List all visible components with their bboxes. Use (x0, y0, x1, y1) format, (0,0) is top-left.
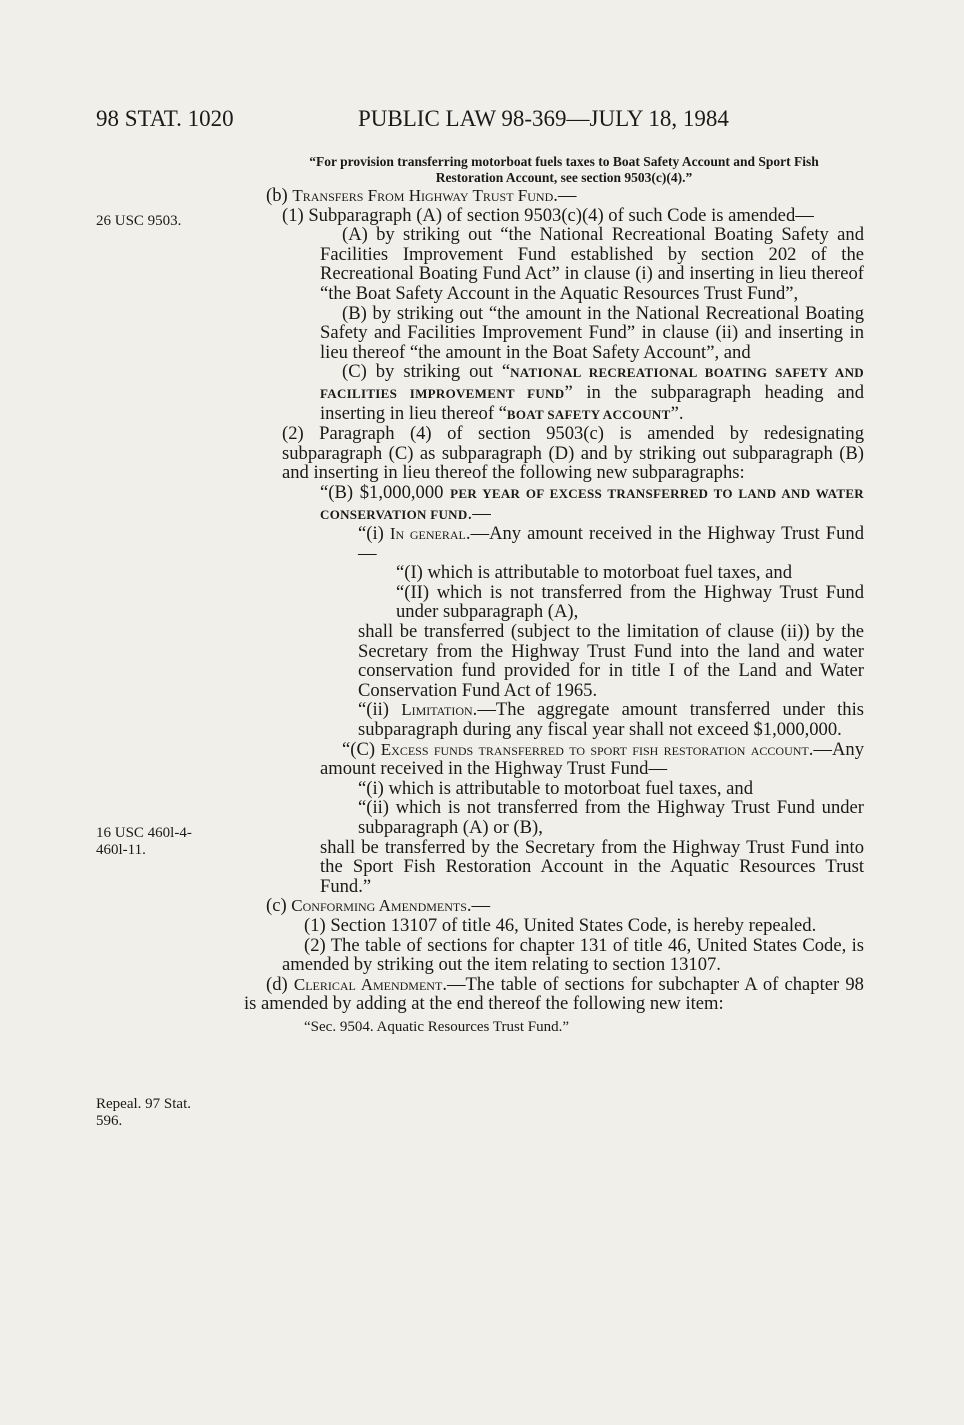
clause-c-4: BOAT SAFETY ACCOUNT (506, 406, 671, 422)
subpara-c-heading (244, 740, 864, 779)
subpara-c-ii: “(ii) which is not transferred from the Highway Trust Fund under subparagraph (A) or (B), (358, 797, 864, 838)
subclause-II: “(II) which is not transferred from the Highway Trust Fund under subparagraph (A), (396, 581, 864, 623)
margin-note-16usc: 16 USC 460l-4-460l-11. (96, 825, 192, 858)
subsection-b-heading (244, 186, 864, 206)
paragraph-1: (1) Subparagraph (A) of section 9503(c)(4) of such Code is amended— (282, 204, 814, 226)
clause-i-general (244, 524, 864, 563)
subpara-c-i: “(i) which is attributable to motorboat fuel taxes, and (358, 777, 753, 799)
clause-ii-2: Limitation (401, 700, 473, 720)
paragraph-2: (2) Paragraph (4) of section 9503(c) is amended by redesignating subparagraph (C) as subparagraph (D) and by striking out subparagraph (B) and inserting in lieu thereof the following new subparagraphs: (282, 423, 864, 484)
subclause-I: “(I) which is attributable to motorboat fuel taxes, and (396, 562, 793, 584)
subsection-d-title: Clerical Amendment (293, 974, 443, 994)
margin-note-repeal: Repeal. 97 Stat. 596. (96, 1096, 191, 1129)
conforming-1: (1) Section 13107 of title 46, United States Code, is hereby repealed. (304, 914, 817, 936)
subpara-c-1: “(C) (342, 738, 381, 760)
subsection-c-heading (244, 896, 864, 916)
subpara-b-heading (244, 483, 864, 524)
clause-ii-3: .—The aggregate amount transferred under this subparagraph during any fiscal year shall not exceed $1,000,000. (358, 699, 864, 741)
clause-i-2: In general (389, 524, 466, 544)
subsection-b-dash: .— (553, 185, 577, 206)
subpara-b-1: “(B) $1,000,000 (320, 481, 451, 503)
clause-c-5: ”. (670, 402, 684, 424)
clause-ii-limitation (244, 700, 864, 739)
subsection-d (244, 975, 864, 1014)
clause-ii-1: “(ii) (358, 699, 402, 721)
clause-i-3: .—Any amount received in the Highway Trust Fund— (358, 523, 864, 564)
margin-note-26usc: 26 USC 9503. (96, 213, 182, 229)
clause-a: (A) by striking out “the National Recreational Boating Safety and Facilities Improvement Fund established by section 202 of the Recreational Boating Fund Act” in clause (i) and inserting in lieu thereof “the Boat Safety Account in the Aquatic Resources Trust Fund”, (320, 224, 864, 304)
conforming-2: (2) The table of sections for chapter 131 of title 46, United States Code, is amended by striking out the item relating to section 13107. (282, 934, 864, 976)
subsection-c-label: (c) (266, 895, 292, 917)
clause-i-1: “(i) (358, 523, 390, 545)
subpara-b-3: .— (467, 502, 491, 524)
clause-c-1: (C) by striking out “ (342, 361, 511, 383)
subsection-c-title: Conforming Amendments (291, 896, 467, 916)
clause-b: (B) by striking out “the amount in the National Recreational Boating Safety and Facilities Improvement Fund” in clause (ii) and inserting in lieu thereof “the amount in the Boat Safety Account”, and (320, 302, 864, 363)
subsection-c-dash: .— (466, 895, 491, 917)
clause-i-flush: shall be transferred (subject to the limitation of clause (ii)) by the Secretary from the Highway Trust Fund into the land and water conservation fund provided for in title I of the Land and Water Conservation Fund Act of 1965. (358, 621, 864, 701)
subpara-c-2: Excess funds transferred to sport fish restoration account (380, 739, 809, 759)
subsection-b-title: Transfers From Highway Trust Fund (292, 186, 554, 205)
section-text (244, 154, 864, 1038)
editorial-note: “For provision transferring motorboat fuels taxes to Boat Safety Account and Sport Fish Restoration Account, see section 9503(c)(4).” (309, 154, 819, 185)
clause-c (244, 362, 864, 424)
subpara-c-3: .—Any amount received in the Highway Trust Fund— (320, 738, 864, 780)
page-header-stat: 98 STAT. 1020 (96, 106, 234, 131)
clause-c-3: ” in the subparagraph heading and inserting in lieu thereof “ (320, 381, 864, 424)
new-table-item: “Sec. 9504. Aquatic Resources Trust Fund.” (304, 1018, 569, 1035)
subpara-c-flush: shall be transferred by the Secretary from the Highway Trust Fund into the Sport Fish Restoration Account in the Aquatic Resources Trust Fund.” (320, 836, 864, 897)
subsection-d-label: (d) (266, 973, 294, 995)
subsection-d-text: .—The table of sections for subchapter A of chapter 98 is amended by adding at the end thereof the following new item: (244, 973, 864, 1015)
page-header-title: PUBLIC LAW 98-369—JULY 18, 1984 (358, 106, 729, 131)
clause-c-2: NATIONAL RECREATIONAL BOATING SAFETY AND FACILITIES IMPROVEMENT FUND (320, 365, 864, 401)
subsection-b-label: (b) (266, 185, 293, 206)
subpara-b-2: PER YEAR OF EXCESS TRANSFERRED TO LAND AND WATER CONSERVATION FUND (320, 485, 864, 522)
